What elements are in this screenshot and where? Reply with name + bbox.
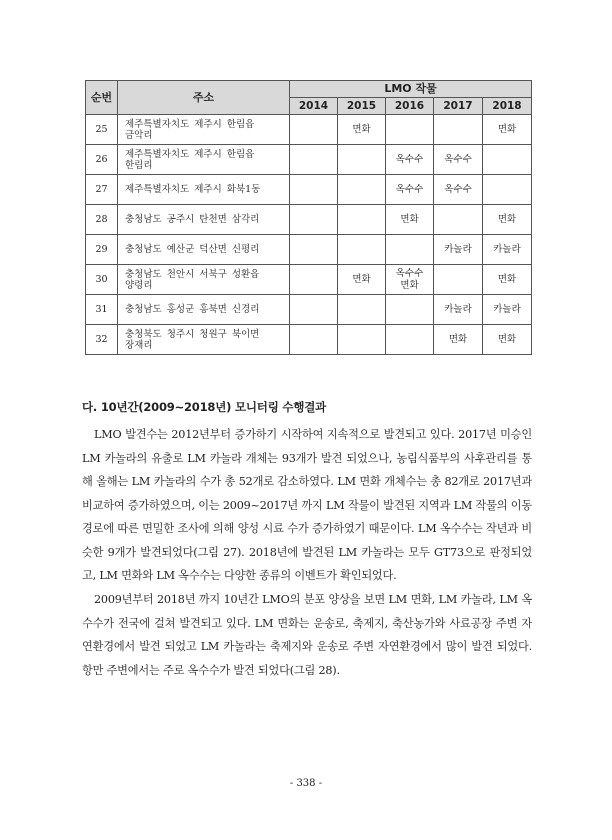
header-year-2015: 2015 [338,98,386,115]
paragraph-lmo-distribution: 2009년부터 2018년 까지 10년간 LMO의 분포 양상을 보면 LM 면화, LM 카놀라, LM 옥수수가 전국에 걸쳐 발견되고 있다. LM 면화는 운송로, 축제지, 축산농가와 사료공장 주변 자연환경에서 발견 되었고 LM 카놀라는 축제지와 운송로 주변 자연환경에서 많이 발견 되었다. 항만 주변에서는 주로 옥수수가 발견 되었다(그림 28). [82,593,532,677]
cell-2016-text: 면화 [400,213,419,225]
cell-2015 [338,325,386,355]
cell-2018 [483,175,532,205]
table-row [86,325,532,355]
row-address [118,325,290,355]
cell-2018: 카놀라 [483,295,532,325]
cell-2018: 면화 [483,205,532,235]
page-number: - 338 - [289,778,323,789]
row-address [118,115,290,145]
cell-2018: 면화 [483,265,532,295]
table-row [86,295,532,325]
cell-2017 [434,115,483,145]
cell-2014 [290,205,338,235]
cell-2016-text: 옥수수 [395,153,424,165]
header-no: 순번 [86,81,118,115]
cell-2018: 카놀라 [483,235,532,265]
table-row [86,205,532,235]
cell-2015 [338,295,386,325]
cell-2016 [386,205,434,235]
table-row [86,145,532,175]
address-text: 제주특별자치도 제주시 한림읍 한림리 [125,148,255,171]
cell-2016-text: 옥수수 [395,183,424,195]
cell-2017: 카놀라 [434,295,483,325]
lmo-crop-table [85,80,532,355]
cell-2014 [290,235,338,265]
cell-2016 [386,145,434,175]
cell-2016 [386,265,434,295]
cell-2014 [290,115,338,145]
cell-2017 [434,265,483,295]
paragraph-lmo-findings: LMO 발견수는 2012년부터 증가하기 시작하여 지속적으로 발견되고 있다. 2017년 미승인 LM 카놀라의 유출로 LM 카놀라 개체는 93개가 발견 되었으나, 농림식품부의 사후관리를 통해 올해는 LM 카놀라의 수가 총 52개로 감소하였다. LM 면화 개체수는 총 82개로 2017년과 비교하여 증가하였으며, 이는 2009~2017년 까지 LM 작물이 발견된 지역과 LM 작물의 이동경로에 따른 면밀한 조사에 의해 양성 시료 수가 증가하였기 때문이다. LM 옥수수는 작년과 비슷한 9개가 발견되었다(그림 27). 2018년에 발견된 LM 카놀라는 모두 GT73으로 판정되었고, LM 면화와 LM 옥수수는 다양한 종류의 이벤트가 확인되었다. [82,428,532,582]
address-text: 충청남도 예산군 덕산면 신평리 [125,244,260,255]
cell-2016 [386,235,434,265]
header-lmo-crop: LMO 작물 [290,81,532,98]
row-no: 28 [86,205,118,235]
row-address [118,145,290,175]
cell-2017: 면화 [434,325,483,355]
cell-2015 [338,175,386,205]
cell-2015: 면화 [338,115,386,145]
address-text: 제주특별자치도 제주시 화북1동 [125,184,261,195]
header-year-2016: 2016 [386,98,434,115]
row-address [118,295,290,325]
header-year-2014: 2014 [290,98,338,115]
table-row [86,175,532,205]
cell-2014 [290,145,338,175]
cell-2014 [290,295,338,325]
address-text: 충청남도 천안시 서북구 성환읍 양령리 [125,268,260,291]
cell-2016 [386,325,434,355]
cell-2016-text: 옥수수 면화 [395,267,424,291]
cell-2018: 면화 [483,325,532,355]
row-no: 27 [86,175,118,205]
section-title: 다. 10년간(2009~2018년) 모니터링 수행결과 [82,400,327,414]
address-text: 충청남도 공주시 탄천면 삼각리 [125,214,260,225]
table-row [86,265,532,295]
cell-2015: 면화 [338,265,386,295]
row-no: 25 [86,115,118,145]
cell-2014 [290,265,338,295]
cell-2015 [338,145,386,175]
table-row [86,235,532,265]
row-no: 31 [86,295,118,325]
cell-2015 [338,235,386,265]
header-year-2017: 2017 [434,98,483,115]
cell-2016 [386,175,434,205]
cell-2017 [434,205,483,235]
cell-2016 [386,115,434,145]
header-year-2018: 2018 [483,98,532,115]
cell-2016 [386,295,434,325]
row-address [118,235,290,265]
cell-2017: 옥수수 [434,145,483,175]
row-address [118,175,290,205]
row-address [118,205,290,235]
row-no: 30 [86,265,118,295]
cell-2015 [338,205,386,235]
row-address [118,265,290,295]
row-no: 26 [86,145,118,175]
cell-2018 [483,145,532,175]
header-address: 주소 [118,81,290,115]
address-text: 제주특별자치도 제주시 한림읍 금악리 [125,118,255,141]
table-row [86,115,532,145]
cell-2014 [290,325,338,355]
cell-2018: 면화 [483,115,532,145]
cell-2017: 옥수수 [434,175,483,205]
row-no: 32 [86,325,118,355]
address-text: 충청북도 청주시 청원구 북이면 장재리 [125,328,260,351]
cell-2014 [290,175,338,205]
cell-2017: 카놀라 [434,235,483,265]
row-no: 29 [86,235,118,265]
address-text: 충청남도 홍성군 홍북면 신경리 [125,304,260,315]
